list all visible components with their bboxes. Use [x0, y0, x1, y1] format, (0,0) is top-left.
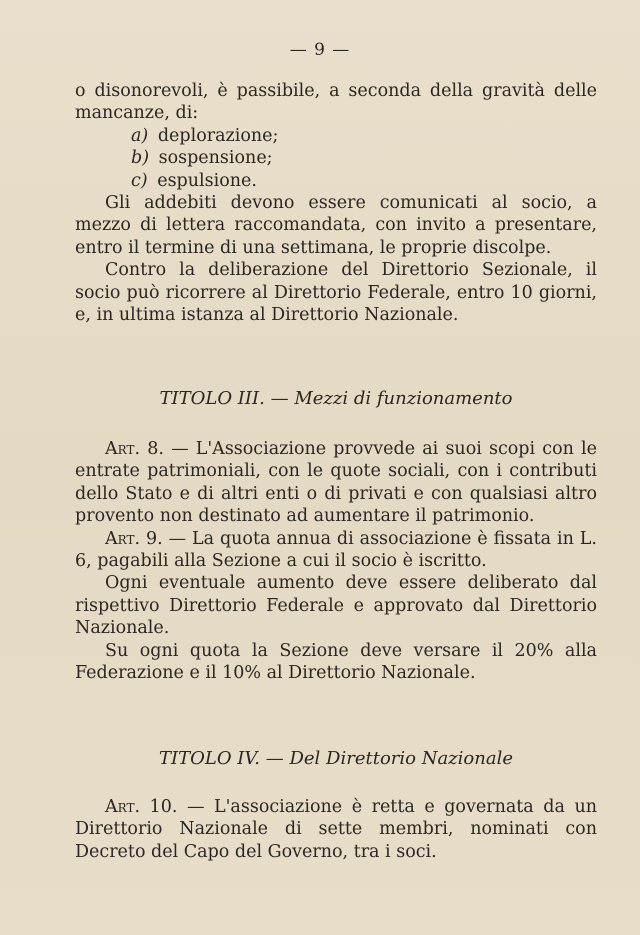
section-mezzi — [75, 438, 597, 684]
paragraph-addebiti: Gli addebiti devono essere comunicati al socio, a mezzo di lettera raccomandata, con invito a presentare, entro il termine di una settimana, le proprie discolpe. — [75, 193, 597, 258]
list-item: c) espulsione. — [131, 170, 257, 191]
list-item: a) deplorazione; — [131, 125, 279, 146]
heading-titolo-3: TITOLO III. — Mezzi di funzionamento — [159, 388, 513, 409]
list-item: b) sospensione; — [131, 148, 273, 169]
paragraph-art-10: Art. 10. — L'associazione è retta e governata da un Direttorio Nazionale di sette membri, nominati con Decreto del Capo del Governo, tra i soci. — [75, 797, 597, 862]
section-penalties — [75, 80, 597, 326]
paragraph-quota: Su ogni quota la Sezione deve versare il 20% alla Federazione e il 10% al Direttorio Nazionale. — [75, 640, 597, 684]
page-number: — 9 — — [289, 40, 351, 60]
paragraph-aumento: Ogni eventuale aumento deve essere deliberato dal rispettivo Direttorio Federale e approvato dal Direttorio Nazionale. — [75, 573, 597, 639]
paragraph-art-9: Art. 9. — La quota annua di associazione è fissata in L. 6, pagabili alla Sezione a cui il socio è iscritto. — [75, 528, 597, 572]
section-direttorio — [75, 796, 597, 863]
paragraph-ricorso: Contro la deliberazione del Direttorio Sezionale, il socio può ricorrere al Direttorio Federale, entro 10 giorni, e, in ultima istanza al Direttorio Nazionale. — [75, 260, 597, 326]
paragraph-art-8: Art. 8. — L'Associazione provvede ai suoi scopi con le entrate patrimoniali, con le quote sociali, con i contributi dello Stato e di altri enti o di privati e con qualsiasi altro provento non destinato ad aumentare il patrimonio. — [75, 439, 597, 527]
paragraph-intro: o disonorevoli, è passibile, a seconda della gravità delle mancanze, di: — [75, 81, 597, 124]
heading-titolo-4: TITOLO IV. — Del Direttorio Nazionale — [159, 748, 513, 769]
